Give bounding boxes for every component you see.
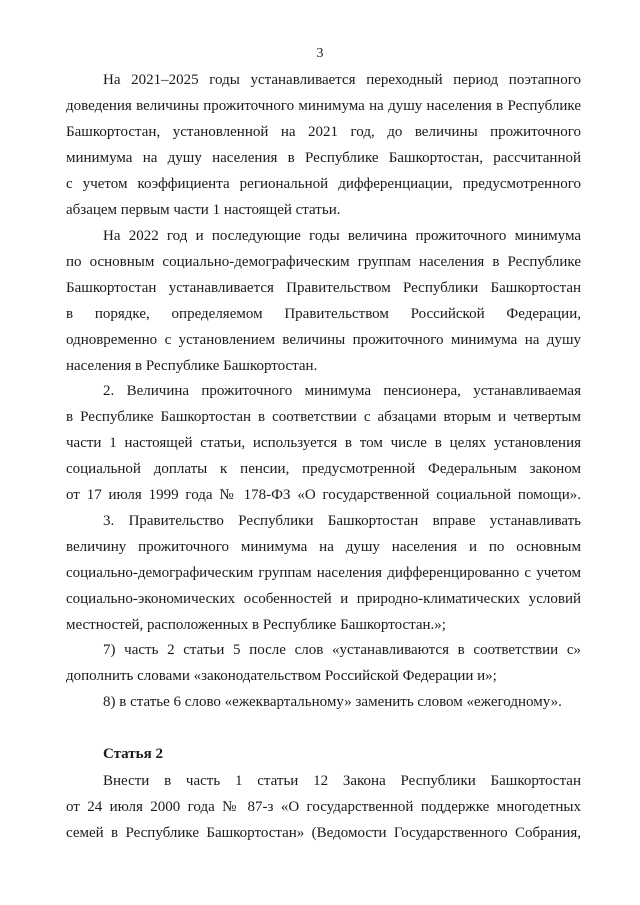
text-line: На 2021–2025 годы устанавливается переходный период поэтапного — [103, 72, 581, 88]
text-line: доведения величины прожиточного минимума на душу населения в Республике — [66, 98, 581, 114]
text-line: населения в Республике Башкортостан. — [66, 358, 318, 374]
text-line: в порядке, определяемом Правительством Российской Федерации, — [66, 306, 581, 322]
text-line: минимума на душу населения в Республике Башкортостан, рассчитанной — [66, 150, 581, 166]
text-line: 3. Правительство Республики Башкортостан вправе устанавливать — [103, 513, 581, 529]
text-line: социально-демографическим группам населения дифференцированно с учетом — [66, 565, 581, 581]
text-line: семей в Республике Башкортостан» (Ведомости Государственного Собрания, — [66, 825, 581, 841]
text-line: абзацем первым части 1 настоящей статьи. — [66, 202, 341, 218]
text-line: На 2022 год и последующие годы величина прожиточного минимума — [103, 228, 581, 244]
text-line: с учетом коэффициента региональной дифференциации, предусмотренного — [66, 176, 581, 192]
text-line: части 1 настоящей статьи, используется в том числе в целях установления — [66, 435, 581, 451]
text-line: Башкортостан устанавливается Правительством Республики Башкортостан — [66, 280, 581, 296]
article-heading: Статья 2 — [103, 746, 163, 762]
text-line: 8) в статье 6 слово «ежеквартальному» заменить словом «ежегодному». — [103, 694, 562, 710]
text-line: по основным социально-демографическим группам населения в Республике — [66, 254, 581, 270]
text-line: в Республике Башкортостан в соответствии с абзацами вторым и четвертым — [66, 409, 581, 425]
text-line: величину прожиточного минимума на душу населения и по основным — [66, 539, 581, 555]
text-line: одновременно с установлением величины прожиточного минимума на душу — [66, 332, 581, 348]
text-line: от 17 июля 1999 года № 178-ФЗ «О государственной социальной помощи». — [66, 487, 581, 503]
text-line: Башкортостан, установленной на 2021 год, до величины прожиточного — [66, 124, 581, 140]
page-number: 3 — [316, 46, 324, 61]
text-line: Внести в часть 1 статьи 12 Закона Республики Башкортостан — [103, 773, 581, 789]
text-line: местностей, расположенных в Республике Башкортостан.»; — [66, 617, 446, 633]
text-line: дополнить словами «законодательством Российской Федерации и»; — [66, 668, 497, 684]
text-line: 7) часть 2 статьи 5 после слов «устанавливаются в соответствии с» — [103, 642, 581, 658]
text-line: социально-экономических особенностей и природно-климатических условий — [66, 591, 581, 607]
text-line: от 24 июля 2000 года № 87-з «О государственной поддержке многодетных — [66, 799, 581, 815]
text-line: 2. Величина прожиточного минимума пенсионера, устанавливаемая — [103, 383, 581, 399]
text-line: социальной доплаты к пенсии, предусмотренной Федеральным законом — [66, 461, 581, 477]
